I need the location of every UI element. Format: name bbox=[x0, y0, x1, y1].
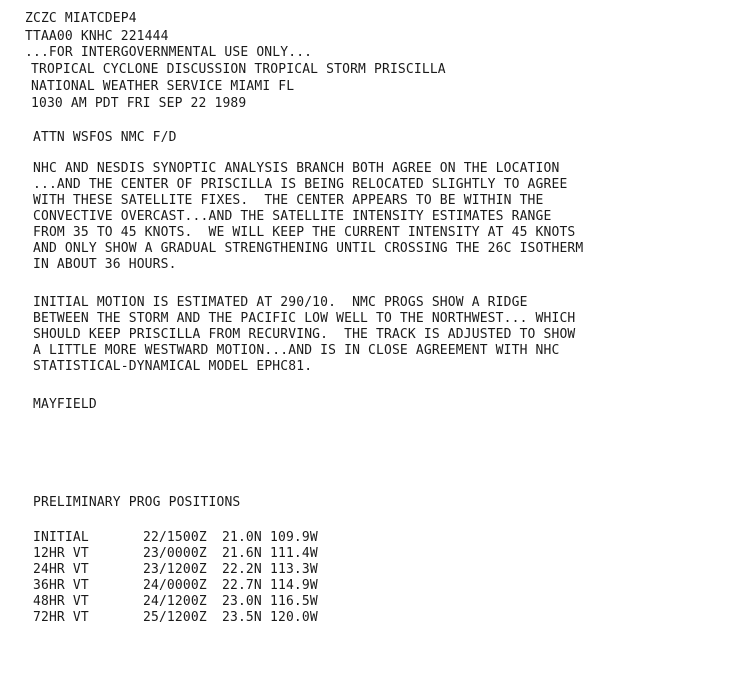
prog-row-lat: 22.2N bbox=[222, 562, 262, 577]
signature: MAYFIELD bbox=[33, 397, 97, 412]
prog-row-time: 22/1500Z bbox=[143, 530, 207, 545]
prog-row-label: 24HR VT bbox=[33, 562, 89, 577]
para1-line-6: AND ONLY SHOW A GRADUAL STRENGTHENING UNTIL CROSSING THE 26C ISOTHERM bbox=[33, 241, 584, 256]
prog-row-label: INITIAL bbox=[33, 530, 89, 545]
header-line-2: TTAA00 KNHC 221444 bbox=[25, 29, 169, 44]
para2-line-4: A LITTLE MORE WESTWARD MOTION...AND IS IN CLOSE AGREEMENT WITH NHC bbox=[33, 343, 560, 358]
prog-row-time: 24/1200Z bbox=[143, 594, 207, 609]
prog-row-lon: 109.9W bbox=[270, 530, 318, 545]
header-line-1: ZCZC MIATCDEP4 bbox=[25, 11, 137, 26]
header-line-3: ...FOR INTERGOVERNMENTAL USE ONLY... bbox=[25, 45, 313, 60]
para2-line-3: SHOULD KEEP PRISCILLA FROM RECURVING. THE TRACK IS ADJUSTED TO SHOW bbox=[33, 327, 576, 342]
prog-row-label: 48HR VT bbox=[33, 594, 89, 609]
para1-line-7: IN ABOUT 36 HOURS. bbox=[33, 257, 177, 272]
prog-row-label: 72HR VT bbox=[33, 610, 89, 625]
para1-line-4: CONVECTIVE OVERCAST...AND THE SATELLITE INTENSITY ESTIMATES RANGE bbox=[33, 209, 552, 224]
prog-row-time: 23/0000Z bbox=[143, 546, 207, 561]
header-line-6: 1030 AM PDT FRI SEP 22 1989 bbox=[31, 96, 247, 111]
prog-title: PRELIMINARY PROG POSITIONS bbox=[33, 495, 241, 510]
prog-row-lon: 114.9W bbox=[270, 578, 318, 593]
para1-line-1: NHC AND NESDIS SYNOPTIC ANALYSIS BRANCH BOTH AGREE ON THE LOCATION bbox=[33, 161, 560, 176]
prog-row-lat: 23.0N bbox=[222, 594, 262, 609]
prog-row-lat: 22.7N bbox=[222, 578, 262, 593]
para2-line-2: BETWEEN THE STORM AND THE PACIFIC LOW WELL TO THE NORTHWEST... WHICH bbox=[33, 311, 576, 326]
prog-row-label: 12HR VT bbox=[33, 546, 89, 561]
para1-line-2: ...AND THE CENTER OF PRISCILLA IS BEING RELOCATED SLIGHTLY TO AGREE bbox=[33, 177, 568, 192]
prog-row-lat: 21.6N bbox=[222, 546, 262, 561]
prog-row-lon: 113.3W bbox=[270, 562, 318, 577]
prog-row-lon: 116.5W bbox=[270, 594, 318, 609]
prog-row-lat: 21.0N bbox=[222, 530, 262, 545]
para2-line-5: STATISTICAL-DYNAMICAL MODEL EPHC81. bbox=[33, 359, 313, 374]
prog-row-lon: 111.4W bbox=[270, 546, 318, 561]
prog-row-time: 23/1200Z bbox=[143, 562, 207, 577]
prog-row-time: 24/0000Z bbox=[143, 578, 207, 593]
para1-line-5: FROM 35 TO 45 KNOTS. WE WILL KEEP THE CURRENT INTENSITY AT 45 KNOTS bbox=[33, 225, 576, 240]
para1-line-3: WITH THESE SATELLITE FIXES. THE CENTER APPEARS TO BE WITHIN THE bbox=[33, 193, 544, 208]
header-line-4: TROPICAL CYCLONE DISCUSSION TROPICAL STORM PRISCILLA bbox=[31, 62, 446, 77]
para2-line-1: INITIAL MOTION IS ESTIMATED AT 290/10. NMC PROGS SHOW A RIDGE bbox=[33, 295, 528, 310]
prog-row-lat: 23.5N bbox=[222, 610, 262, 625]
attn-line: ATTN WSFOS NMC F/D bbox=[33, 130, 177, 145]
prog-row-label: 36HR VT bbox=[33, 578, 89, 593]
prog-row-time: 25/1200Z bbox=[143, 610, 207, 625]
prog-row-lon: 120.0W bbox=[270, 610, 318, 625]
header-line-5: NATIONAL WEATHER SERVICE MIAMI FL bbox=[31, 79, 295, 94]
